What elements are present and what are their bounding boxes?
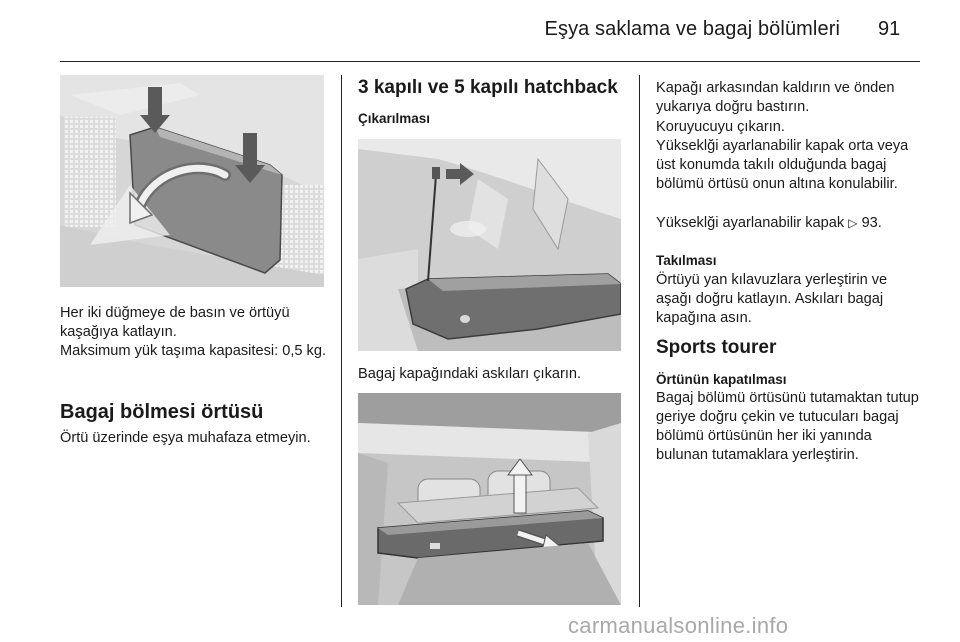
paragraph-adjustable-floor-ref <box>656 214 926 233</box>
figure-remove-cords <box>358 139 621 351</box>
subheading-removal: Çıkarılması <box>358 111 431 126</box>
adjustable-floor-ref-text: Yükseklği ayarlanabilir kapak <box>656 215 845 231</box>
heading-sports-tourer: Sports tourer <box>656 337 777 358</box>
page-reference-icon: ▷ <box>848 216 858 230</box>
column-divider-left <box>341 75 342 607</box>
heading-luggage-cover: Bagaj bölmesi örtüsü <box>60 401 264 423</box>
figure-folding-cover <box>60 75 324 287</box>
paragraph-lift-cover: Kapağı arkasından kaldırın ve önden yukarıya doğru bastırın. <box>656 80 895 115</box>
paragraph-close-cover: Bagaj bölümü örtüsünü tutamaktan tutup geriye doğru çekin ve tutucuları bagaj bölümü örtüsünün her iki yanında bulunan tutamaklara yerleştirin. <box>656 390 919 463</box>
paragraph-remove-guard: Koruyucuyu çıkarın. <box>656 119 785 135</box>
page-number: 91 <box>878 18 901 40</box>
paragraph-fold-cover: Her iki düğmeye de basın ve örtüyü kaşağıya katlayın. <box>60 305 290 340</box>
paragraph-no-items: Örtü üzerinde eşya muhafaza etmeyin. <box>60 430 311 446</box>
subheading-closing-cover: Örtünün kapatılması <box>656 372 787 387</box>
paragraph-install-cover: Örtüyü yan kılavuzlara yerleştirin ve aşağı doğru katlayın. Askıları bagaj kapağına asın. <box>656 272 888 326</box>
subheading-installation: Takılması <box>656 253 717 268</box>
paragraph-remove-cords: Bagaj kapağındaki askıları çıkarın. <box>358 366 582 382</box>
paragraph-max-load: Maksimum yük taşıma kapasitesi: 0,5 kg. <box>60 343 327 359</box>
heading-hatchback: 3 kapılı ve 5 kapılı hatchback <box>358 77 618 98</box>
figure-lift-cover <box>358 393 621 605</box>
page-header-title: Eşya saklama ve bagaj bölümleri <box>544 18 840 40</box>
paragraph-adjustable-floor: Yükseklği ayarlanabilir kapak orta veya üst konumda takılı olduğunda bagaj bölümü örtüsü onun altına konulabilir. <box>656 138 909 192</box>
column-divider-right <box>639 75 640 607</box>
header-divider <box>60 61 920 62</box>
page-reference-link[interactable]: 93. <box>861 215 882 231</box>
watermark: carmanualsonline.info <box>568 613 789 638</box>
